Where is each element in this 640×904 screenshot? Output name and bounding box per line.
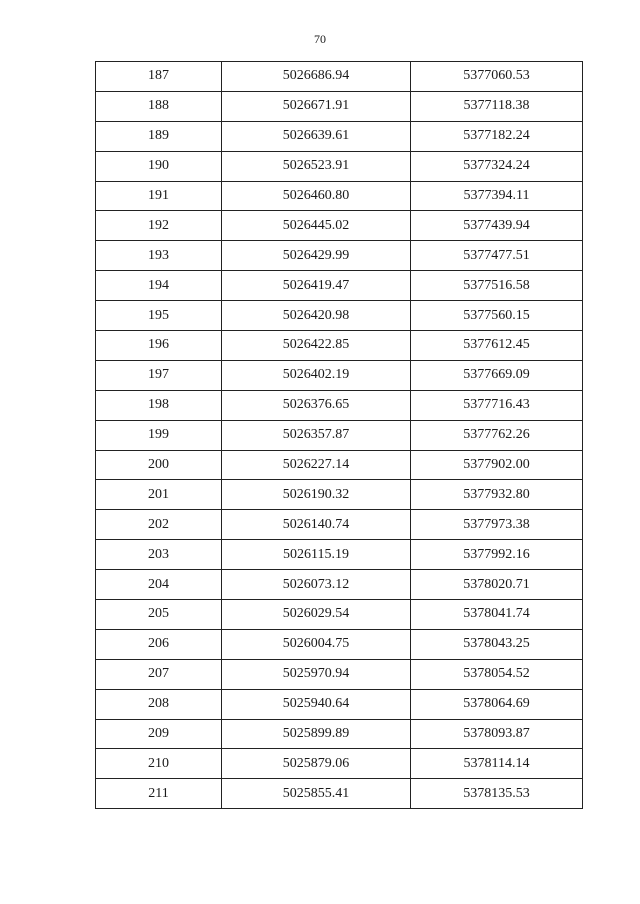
table-row xyxy=(96,689,583,719)
table-row xyxy=(96,121,583,151)
table-body xyxy=(96,62,583,809)
point-number-cell: 192 xyxy=(96,211,222,241)
table-row xyxy=(96,540,583,570)
x-coordinate-cell: 5026227.14 xyxy=(222,450,411,480)
point-number-cell: 194 xyxy=(96,271,222,301)
table-row xyxy=(96,629,583,659)
x-coordinate-cell: 5026639.61 xyxy=(222,121,411,151)
y-coordinate-cell: 5377992.16 xyxy=(411,540,583,570)
table-row xyxy=(96,600,583,630)
point-number-cell: 211 xyxy=(96,779,222,809)
point-number-cell: 191 xyxy=(96,181,222,211)
table-row xyxy=(96,271,583,301)
y-coordinate-cell: 5377182.24 xyxy=(411,121,583,151)
y-coordinate-cell: 5378135.53 xyxy=(411,779,583,809)
x-coordinate-cell: 5026004.75 xyxy=(222,629,411,659)
y-coordinate-cell: 5377516.58 xyxy=(411,271,583,301)
table-row xyxy=(96,181,583,211)
x-coordinate-cell: 5026029.54 xyxy=(222,600,411,630)
table-row xyxy=(96,360,583,390)
y-coordinate-cell: 5378114.14 xyxy=(411,749,583,779)
x-coordinate-cell: 5026686.94 xyxy=(222,62,411,92)
x-coordinate-cell: 5025879.06 xyxy=(222,749,411,779)
y-coordinate-cell: 5377439.94 xyxy=(411,211,583,241)
table-row xyxy=(96,91,583,121)
table-row xyxy=(96,749,583,779)
point-number-cell: 206 xyxy=(96,629,222,659)
y-coordinate-cell: 5377669.09 xyxy=(411,360,583,390)
y-coordinate-cell: 5377973.38 xyxy=(411,510,583,540)
table-row xyxy=(96,779,583,809)
point-number-cell: 208 xyxy=(96,689,222,719)
x-coordinate-cell: 5026357.87 xyxy=(222,420,411,450)
point-number-cell: 199 xyxy=(96,420,222,450)
y-coordinate-cell: 5377612.45 xyxy=(411,331,583,361)
y-coordinate-cell: 5377394.11 xyxy=(411,181,583,211)
point-number-cell: 207 xyxy=(96,659,222,689)
page-number: 70 xyxy=(314,32,326,46)
point-number-cell: 202 xyxy=(96,510,222,540)
point-number-cell: 198 xyxy=(96,390,222,420)
x-coordinate-cell: 5026402.19 xyxy=(222,360,411,390)
x-coordinate-cell: 5025855.41 xyxy=(222,779,411,809)
y-coordinate-cell: 5378064.69 xyxy=(411,689,583,719)
table-row xyxy=(96,331,583,361)
point-number-cell: 187 xyxy=(96,62,222,92)
point-number-cell: 188 xyxy=(96,91,222,121)
point-number-cell: 196 xyxy=(96,331,222,361)
y-coordinate-cell: 5377118.38 xyxy=(411,91,583,121)
point-number-cell: 195 xyxy=(96,301,222,331)
point-number-cell: 200 xyxy=(96,450,222,480)
x-coordinate-cell: 5026422.85 xyxy=(222,331,411,361)
y-coordinate-cell: 5378043.25 xyxy=(411,629,583,659)
y-coordinate-cell: 5377324.24 xyxy=(411,151,583,181)
x-coordinate-cell: 5026429.99 xyxy=(222,241,411,271)
point-number-cell: 197 xyxy=(96,360,222,390)
table-row xyxy=(96,480,583,510)
x-coordinate-cell: 5026073.12 xyxy=(222,570,411,600)
y-coordinate-cell: 5378020.71 xyxy=(411,570,583,600)
table-row xyxy=(96,570,583,600)
y-coordinate-cell: 5377762.26 xyxy=(411,420,583,450)
x-coordinate-cell: 5025899.89 xyxy=(222,719,411,749)
point-number-cell: 193 xyxy=(96,241,222,271)
table-row xyxy=(96,211,583,241)
y-coordinate-cell: 5377060.53 xyxy=(411,62,583,92)
x-coordinate-cell: 5026445.02 xyxy=(222,211,411,241)
table-row xyxy=(96,659,583,689)
table-row xyxy=(96,450,583,480)
x-coordinate-cell: 5026460.80 xyxy=(222,181,411,211)
y-coordinate-cell: 5377477.51 xyxy=(411,241,583,271)
y-coordinate-cell: 5378054.52 xyxy=(411,659,583,689)
x-coordinate-cell: 5026376.65 xyxy=(222,390,411,420)
x-coordinate-cell: 5025940.64 xyxy=(222,689,411,719)
table-row xyxy=(96,62,583,92)
table-row xyxy=(96,420,583,450)
coordinates-table xyxy=(95,61,583,809)
y-coordinate-cell: 5377560.15 xyxy=(411,301,583,331)
point-number-cell: 209 xyxy=(96,719,222,749)
x-coordinate-cell: 5026190.32 xyxy=(222,480,411,510)
table-row xyxy=(96,301,583,331)
x-coordinate-cell: 5026523.91 xyxy=(222,151,411,181)
y-coordinate-cell: 5377902.00 xyxy=(411,450,583,480)
point-number-cell: 210 xyxy=(96,749,222,779)
point-number-cell: 205 xyxy=(96,600,222,630)
table-row xyxy=(96,151,583,181)
point-number-cell: 189 xyxy=(96,121,222,151)
x-coordinate-cell: 5026671.91 xyxy=(222,91,411,121)
y-coordinate-cell: 5378041.74 xyxy=(411,600,583,630)
y-coordinate-cell: 5377932.80 xyxy=(411,480,583,510)
y-coordinate-cell: 5377716.43 xyxy=(411,390,583,420)
x-coordinate-cell: 5025970.94 xyxy=(222,659,411,689)
point-number-cell: 203 xyxy=(96,540,222,570)
x-coordinate-cell: 5026140.74 xyxy=(222,510,411,540)
table-row xyxy=(96,390,583,420)
table-row xyxy=(96,241,583,271)
x-coordinate-cell: 5026420.98 xyxy=(222,301,411,331)
x-coordinate-cell: 5026419.47 xyxy=(222,271,411,301)
x-coordinate-cell: 5026115.19 xyxy=(222,540,411,570)
y-coordinate-cell: 5378093.87 xyxy=(411,719,583,749)
table-row xyxy=(96,510,583,540)
table-row xyxy=(96,719,583,749)
point-number-cell: 190 xyxy=(96,151,222,181)
point-number-cell: 201 xyxy=(96,480,222,510)
point-number-cell: 204 xyxy=(96,570,222,600)
